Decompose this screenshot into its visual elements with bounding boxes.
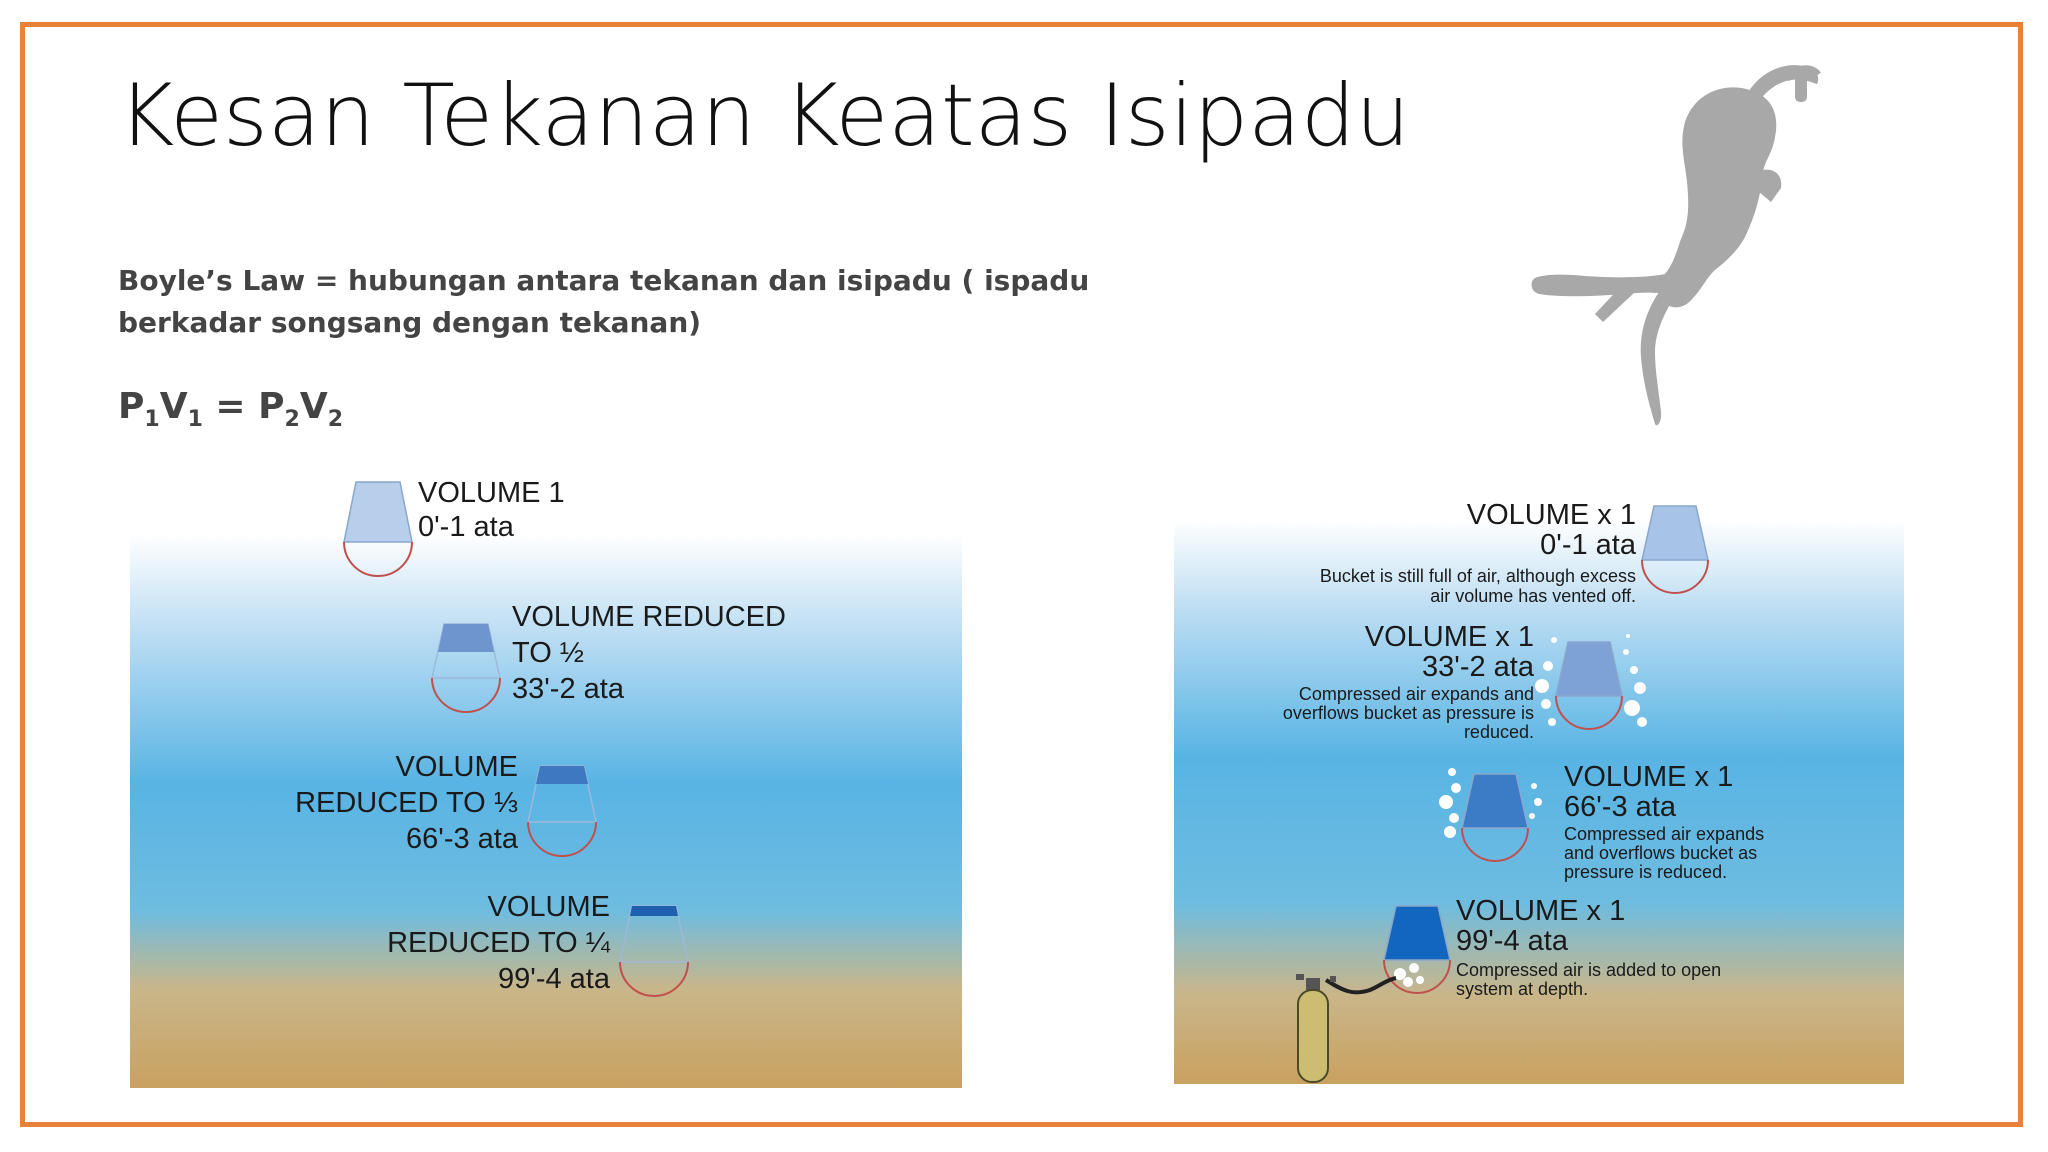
slide-title: Kesan Tekanan Keatas Isipadu (118, 66, 1410, 166)
right-stage-4-note-line2: system at depth. (1456, 979, 1589, 999)
left-stage-2-label: VOLUME REDUCED (512, 601, 786, 633)
scuba-diver-icon (1525, 52, 1825, 432)
left-stage-3-label: VOLUME (395, 751, 518, 783)
right-stage-1-label: VOLUME x 1 (1466, 499, 1636, 531)
right-stage-3-note-line2: and overflows bucket as (1564, 843, 1758, 863)
left-stage-3-fraction: REDUCED TO ⅓ (295, 787, 518, 819)
left-stage-4-pressure: 99'-4 ata (498, 963, 610, 995)
left-stage-1-label: VOLUME 1 (418, 477, 565, 509)
left-stage-2-fraction: TO ½ (512, 637, 584, 669)
right-stage-2-pressure: 33'-2 ata (1422, 651, 1534, 683)
right-stage-1-pressure: 0'-1 ata (1540, 529, 1636, 561)
right-stage-3-note-line3: pressure is reduced. (1564, 862, 1728, 882)
boyles-law-description: Boyle’s Law = hubungan antara tekanan dan isipadu ( ispadu berkadar songsang dengan tekanan) (118, 264, 1090, 339)
right-stage-1-note-line2: air volume has vented off. (1430, 586, 1636, 606)
right-stage-4-label: VOLUME x 1 (1456, 895, 1626, 927)
right-stage-1-note-line1: Bucket is still full of air, although excess (1319, 566, 1636, 586)
left-stage-3-pressure: 66'-3 ata (406, 823, 518, 855)
right-stage-3-label: VOLUME x 1 (1564, 761, 1734, 793)
right-diagram-open-bucket (1174, 490, 1914, 1090)
left-stage-1-pressure: 0'-1 ata (418, 511, 514, 543)
left-diagram-closed-bucket (128, 470, 968, 1090)
right-stage-3-note-line1: Compressed air expands (1564, 824, 1765, 844)
right-stage-2-note-line1: Compressed air expands and (1298, 684, 1534, 704)
boyles-law-formula: $P_1V_1 = P_2V_2$ (118, 386, 344, 432)
right-stage-2-note-line3: reduced. (1463, 722, 1534, 742)
right-stage-4-pressure: 99'-4 ata (1456, 925, 1568, 957)
right-stage-2-note-line2: overflows bucket as pressure is (1282, 703, 1534, 723)
left-stage-4-fraction: REDUCED TO ¼ (387, 927, 610, 959)
left-stage-4-label: VOLUME (487, 891, 610, 923)
right-stage-3-pressure: 66'-3 ata (1564, 791, 1676, 823)
right-stage-2-label: VOLUME x 1 (1364, 621, 1534, 653)
right-stage-4-note-line1: Compressed air is added to open (1456, 960, 1722, 980)
left-stage-2-pressure: 33'-2 ata (512, 673, 624, 705)
